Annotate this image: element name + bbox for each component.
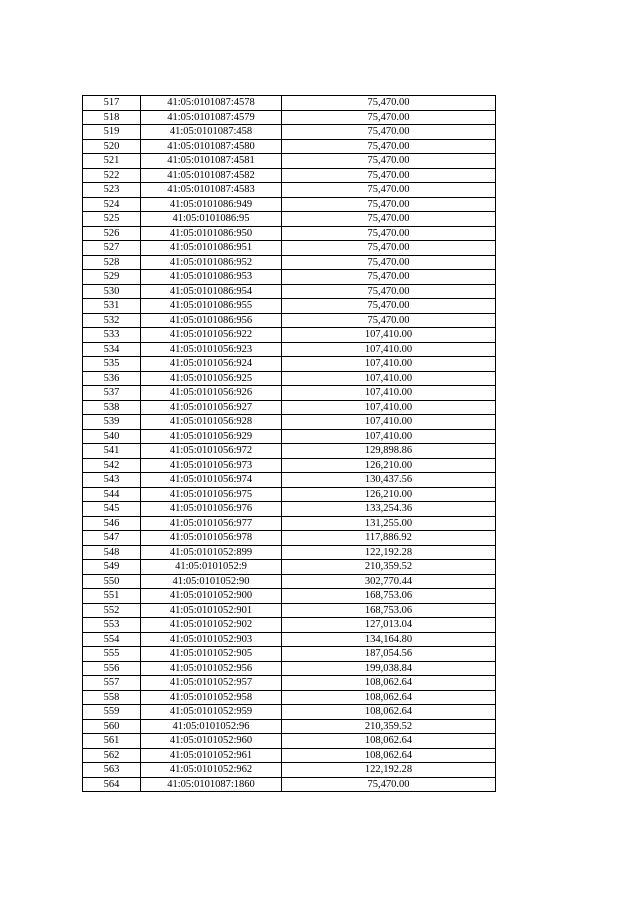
cadastral-number-cell: 41:05:0101086:954	[141, 284, 282, 299]
row-number-cell: 560	[83, 719, 141, 734]
value-cell: 108,062.64	[282, 690, 496, 705]
row-number-cell: 523	[83, 183, 141, 198]
value-cell: 168,753.06	[282, 603, 496, 618]
value-cell: 107,410.00	[282, 342, 496, 357]
table-row	[83, 690, 496, 705]
table-row	[83, 661, 496, 676]
row-number-cell: 521	[83, 154, 141, 169]
table-row	[83, 241, 496, 256]
row-number-cell: 524	[83, 197, 141, 212]
row-number-cell: 542	[83, 458, 141, 473]
row-number-cell: 547	[83, 531, 141, 546]
value-cell: 122,192.28	[282, 545, 496, 560]
table-row	[83, 415, 496, 430]
cadastral-number-cell: 41:05:0101052:900	[141, 589, 282, 604]
value-cell: 108,062.64	[282, 734, 496, 749]
cadastral-number-cell: 41:05:0101086:956	[141, 313, 282, 328]
value-cell: 75,470.00	[282, 777, 496, 792]
cadastral-number-cell: 41:05:0101056:929	[141, 429, 282, 444]
cadastral-number-cell: 41:05:0101056:977	[141, 516, 282, 531]
value-cell: 75,470.00	[282, 110, 496, 125]
table-row	[83, 444, 496, 459]
cadastral-number-cell: 41:05:0101056:926	[141, 386, 282, 401]
value-cell: 75,470.00	[282, 226, 496, 241]
row-number-cell: 544	[83, 487, 141, 502]
row-number-cell: 546	[83, 516, 141, 531]
cadastral-number-cell: 41:05:0101052:962	[141, 763, 282, 778]
cadastral-number-cell: 41:05:0101056:975	[141, 487, 282, 502]
cadastral-number-cell: 41:05:0101052:90	[141, 574, 282, 589]
value-cell: 302,770.44	[282, 574, 496, 589]
table-row	[83, 647, 496, 662]
cadastral-number-cell: 41:05:0101087:4580	[141, 139, 282, 154]
row-number-cell: 561	[83, 734, 141, 749]
table-row	[83, 748, 496, 763]
cadastral-number-cell: 41:05:0101087:4582	[141, 168, 282, 183]
cadastral-number-cell: 41:05:0101052:960	[141, 734, 282, 749]
row-number-cell: 551	[83, 589, 141, 604]
table-row	[83, 531, 496, 546]
cadastral-number-cell: 41:05:0101056:976	[141, 502, 282, 517]
cadastral-number-cell: 41:05:0101056:927	[141, 400, 282, 415]
row-number-cell: 557	[83, 676, 141, 691]
value-cell: 75,470.00	[282, 284, 496, 299]
value-cell: 108,062.64	[282, 748, 496, 763]
table-row	[83, 197, 496, 212]
value-cell: 107,410.00	[282, 371, 496, 386]
value-cell: 129,898.86	[282, 444, 496, 459]
value-cell: 134,164.80	[282, 632, 496, 647]
table-row	[83, 386, 496, 401]
table-row	[83, 502, 496, 517]
table-row	[83, 96, 496, 111]
table-row	[83, 618, 496, 633]
value-cell: 75,470.00	[282, 255, 496, 270]
value-cell: 107,410.00	[282, 328, 496, 343]
table-row	[83, 589, 496, 604]
cadastral-number-cell: 41:05:0101052:959	[141, 705, 282, 720]
table-row	[83, 676, 496, 691]
cadastral-number-cell: 41:05:0101087:1860	[141, 777, 282, 792]
table-row	[83, 299, 496, 314]
cadastral-number-cell: 41:05:0101056:978	[141, 531, 282, 546]
cadastral-number-cell: 41:05:0101052:956	[141, 661, 282, 676]
cadastral-number-cell: 41:05:0101086:949	[141, 197, 282, 212]
row-number-cell: 553	[83, 618, 141, 633]
value-cell: 168,753.06	[282, 589, 496, 604]
value-cell: 199,038.84	[282, 661, 496, 676]
row-number-cell: 562	[83, 748, 141, 763]
cadastral-number-cell: 41:05:0101052:9	[141, 560, 282, 575]
value-cell: 210,359.52	[282, 719, 496, 734]
value-cell: 75,470.00	[282, 241, 496, 256]
cadastral-number-cell: 41:05:0101056:972	[141, 444, 282, 459]
cadastral-number-cell: 41:05:0101086:953	[141, 270, 282, 285]
table-row	[83, 226, 496, 241]
table-row	[83, 371, 496, 386]
row-number-cell: 532	[83, 313, 141, 328]
cadastral-number-cell: 41:05:0101086:95	[141, 212, 282, 227]
value-cell: 107,410.00	[282, 386, 496, 401]
row-number-cell: 541	[83, 444, 141, 459]
value-cell: 75,470.00	[282, 168, 496, 183]
row-number-cell: 529	[83, 270, 141, 285]
table-row	[83, 270, 496, 285]
cadastral-number-cell: 41:05:0101056:928	[141, 415, 282, 430]
row-number-cell: 554	[83, 632, 141, 647]
table-row	[83, 473, 496, 488]
table-row	[83, 125, 496, 140]
row-number-cell: 540	[83, 429, 141, 444]
row-number-cell: 536	[83, 371, 141, 386]
row-number-cell: 527	[83, 241, 141, 256]
value-cell: 107,410.00	[282, 357, 496, 372]
value-cell: 75,470.00	[282, 96, 496, 111]
table-row	[83, 284, 496, 299]
row-number-cell: 545	[83, 502, 141, 517]
row-number-cell: 556	[83, 661, 141, 676]
cadastral-number-cell: 41:05:0101052:901	[141, 603, 282, 618]
table-body	[83, 96, 496, 792]
row-number-cell: 538	[83, 400, 141, 415]
value-cell: 107,410.00	[282, 400, 496, 415]
row-number-cell: 522	[83, 168, 141, 183]
cadastral-number-cell: 41:05:0101086:950	[141, 226, 282, 241]
row-number-cell: 564	[83, 777, 141, 792]
cadastral-number-cell: 41:05:0101087:4578	[141, 96, 282, 111]
cadastral-number-cell: 41:05:0101052:903	[141, 632, 282, 647]
table-row	[83, 574, 496, 589]
table-row	[83, 342, 496, 357]
cadastral-number-cell: 41:05:0101087:458	[141, 125, 282, 140]
value-cell: 126,210.00	[282, 487, 496, 502]
table-row	[83, 777, 496, 792]
row-number-cell: 539	[83, 415, 141, 430]
table-row	[83, 487, 496, 502]
row-number-cell: 528	[83, 255, 141, 270]
row-number-cell: 519	[83, 125, 141, 140]
table-row	[83, 516, 496, 531]
value-cell: 75,470.00	[282, 139, 496, 154]
cadastral-number-cell: 41:05:0101087:4579	[141, 110, 282, 125]
table-row	[83, 110, 496, 125]
table-row	[83, 328, 496, 343]
cadastral-number-cell: 41:05:0101056:974	[141, 473, 282, 488]
cadastral-number-cell: 41:05:0101052:957	[141, 676, 282, 691]
cadastral-number-cell: 41:05:0101052:96	[141, 719, 282, 734]
row-number-cell: 552	[83, 603, 141, 618]
row-number-cell: 518	[83, 110, 141, 125]
cadastral-number-cell: 41:05:0101052:958	[141, 690, 282, 705]
table-row	[83, 734, 496, 749]
row-number-cell: 531	[83, 299, 141, 314]
value-cell: 210,359.52	[282, 560, 496, 575]
row-number-cell: 543	[83, 473, 141, 488]
row-number-cell: 558	[83, 690, 141, 705]
table-row	[83, 183, 496, 198]
cadastral-number-cell: 41:05:0101052:899	[141, 545, 282, 560]
cadastral-number-cell: 41:05:0101087:4583	[141, 183, 282, 198]
row-number-cell: 550	[83, 574, 141, 589]
row-number-cell: 533	[83, 328, 141, 343]
cadastral-number-cell: 41:05:0101052:902	[141, 618, 282, 633]
cadastral-number-cell: 41:05:0101056:924	[141, 357, 282, 372]
row-number-cell: 530	[83, 284, 141, 299]
value-cell: 130,437.56	[282, 473, 496, 488]
table-row	[83, 154, 496, 169]
value-cell: 75,470.00	[282, 313, 496, 328]
row-number-cell: 520	[83, 139, 141, 154]
table-row	[83, 357, 496, 372]
cadastral-number-cell: 41:05:0101052:961	[141, 748, 282, 763]
value-cell: 126,210.00	[282, 458, 496, 473]
row-number-cell: 526	[83, 226, 141, 241]
table-row	[83, 400, 496, 415]
value-cell: 75,470.00	[282, 212, 496, 227]
value-cell: 75,470.00	[282, 154, 496, 169]
row-number-cell: 549	[83, 560, 141, 575]
value-cell: 75,470.00	[282, 183, 496, 198]
value-cell: 122,192.28	[282, 763, 496, 778]
value-cell: 75,470.00	[282, 197, 496, 212]
cadastral-number-cell: 41:05:0101086:955	[141, 299, 282, 314]
value-cell: 108,062.64	[282, 676, 496, 691]
value-cell: 75,470.00	[282, 270, 496, 285]
value-cell: 108,062.64	[282, 705, 496, 720]
value-cell: 187,054.56	[282, 647, 496, 662]
table-row	[83, 458, 496, 473]
table-row	[83, 429, 496, 444]
row-number-cell: 555	[83, 647, 141, 662]
cadastral-number-cell: 41:05:0101087:4581	[141, 154, 282, 169]
table-row	[83, 603, 496, 618]
table-row	[83, 139, 496, 154]
value-cell: 75,470.00	[282, 125, 496, 140]
cadastral-number-cell: 41:05:0101056:973	[141, 458, 282, 473]
value-cell: 107,410.00	[282, 415, 496, 430]
row-number-cell: 559	[83, 705, 141, 720]
value-cell: 133,254.36	[282, 502, 496, 517]
table-row	[83, 212, 496, 227]
table-row	[83, 560, 496, 575]
row-number-cell: 548	[83, 545, 141, 560]
table-row	[83, 168, 496, 183]
cadastral-number-cell: 41:05:0101086:952	[141, 255, 282, 270]
row-number-cell: 563	[83, 763, 141, 778]
cadastral-number-cell: 41:05:0101086:951	[141, 241, 282, 256]
row-number-cell: 517	[83, 96, 141, 111]
row-number-cell: 535	[83, 357, 141, 372]
row-number-cell: 525	[83, 212, 141, 227]
table-row	[83, 632, 496, 647]
value-cell: 127,013.04	[282, 618, 496, 633]
cadastral-number-cell: 41:05:0101056:923	[141, 342, 282, 357]
cadastral-number-cell: 41:05:0101052:905	[141, 647, 282, 662]
cadastral-value-table	[82, 95, 496, 792]
cadastral-number-cell: 41:05:0101056:925	[141, 371, 282, 386]
table-row	[83, 255, 496, 270]
table-row	[83, 763, 496, 778]
value-cell: 131,255.00	[282, 516, 496, 531]
value-cell: 117,886.92	[282, 531, 496, 546]
table-row	[83, 545, 496, 560]
table-row	[83, 313, 496, 328]
cadastral-number-cell: 41:05:0101056:922	[141, 328, 282, 343]
row-number-cell: 537	[83, 386, 141, 401]
table-row	[83, 719, 496, 734]
value-cell: 75,470.00	[282, 299, 496, 314]
table-row	[83, 705, 496, 720]
row-number-cell: 534	[83, 342, 141, 357]
value-cell: 107,410.00	[282, 429, 496, 444]
